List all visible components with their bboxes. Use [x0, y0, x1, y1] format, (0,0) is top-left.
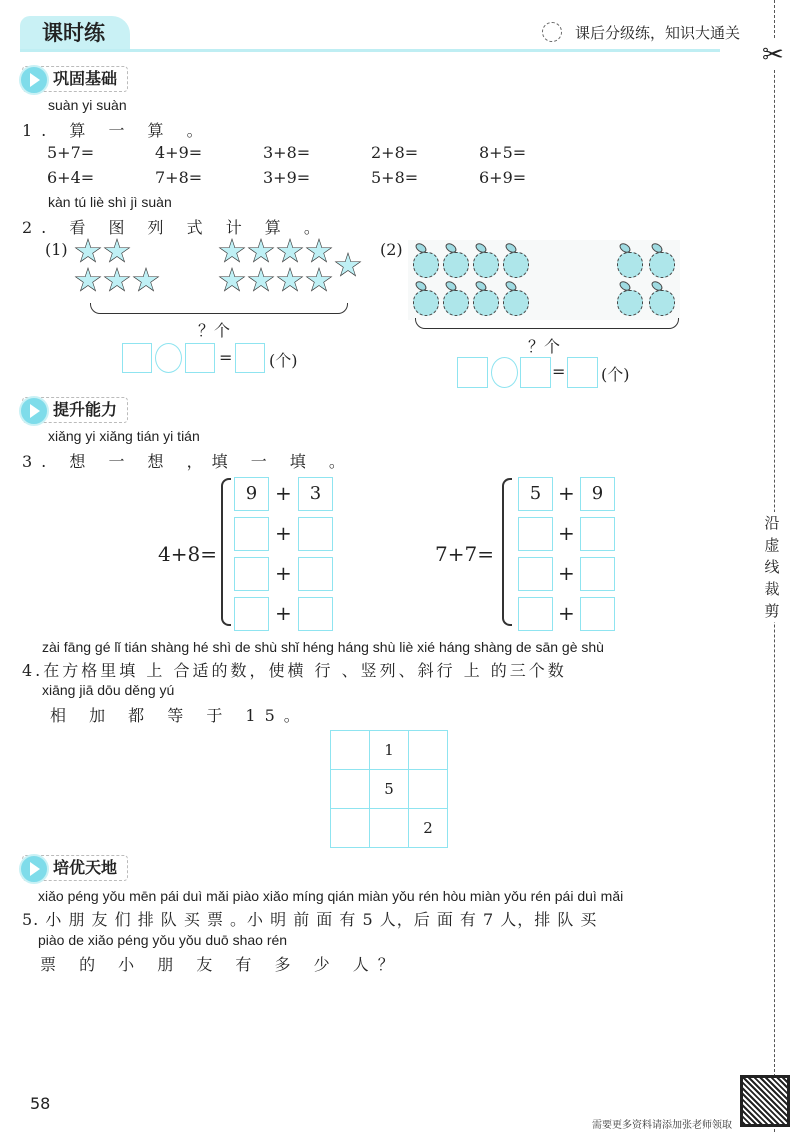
- answer-box[interactable]: [457, 357, 488, 388]
- part-label: (2): [380, 240, 403, 259]
- pinyin: zài fāng gé lǐ tián shàng hé shì de shù shǐ héng háng shù liè xié háng shàng de sān gè shù: [42, 639, 604, 655]
- grid-cell[interactable]: [370, 809, 409, 848]
- star-fill: [278, 269, 302, 292]
- grid-cell[interactable]: [331, 809, 370, 848]
- answer-box[interactable]: [518, 597, 553, 631]
- operator-circle[interactable]: [155, 343, 182, 373]
- grid-row: [331, 770, 448, 809]
- star-fill: [105, 240, 129, 263]
- apple-icon: [443, 290, 469, 316]
- apple-icon: [473, 252, 499, 278]
- apple-icon: [473, 290, 499, 316]
- apple-icon: [503, 290, 529, 316]
- play-icon: [19, 396, 49, 426]
- star-icon: [103, 267, 131, 294]
- grid-row: [331, 731, 448, 770]
- grid-row: [331, 809, 448, 848]
- brace: [221, 478, 231, 626]
- operator-circle[interactable]: [491, 357, 518, 388]
- star-icon: [247, 238, 275, 265]
- answer-box[interactable]: [580, 557, 615, 591]
- star-icon: [276, 238, 304, 265]
- brace: [90, 303, 348, 314]
- star-fill: [336, 254, 360, 277]
- equals-sign: =: [552, 362, 566, 381]
- plus-sign: +: [275, 601, 292, 625]
- arithmetic-problem: 8+5=: [479, 143, 527, 162]
- brace: [415, 318, 679, 329]
- plus-sign: +: [558, 521, 575, 545]
- magic-square: [330, 730, 448, 848]
- grid-cell[interactable]: [409, 731, 448, 770]
- plus-sign: +: [275, 561, 292, 585]
- unit-label: (个): [601, 365, 630, 384]
- star-icon: [74, 238, 102, 265]
- answer-box[interactable]: 9: [580, 477, 615, 511]
- expression: 7+7=: [435, 542, 494, 566]
- star-fill: [105, 269, 129, 292]
- plus-sign: +: [275, 481, 292, 505]
- question-2: 2. 看 图 列 式 计 算 。: [22, 218, 329, 237]
- answer-box[interactable]: [298, 517, 333, 551]
- arithmetic-problem: 3+8=: [263, 143, 311, 162]
- apple-icon: [617, 290, 643, 316]
- apple-icon: [617, 252, 643, 278]
- star-icon: [218, 267, 246, 294]
- footer-note: 需要更多资料请添加张老师领取: [592, 1120, 732, 1131]
- arithmetic-problem: 6+9=: [479, 168, 527, 187]
- brace: [502, 478, 512, 626]
- star-icon: [334, 252, 362, 279]
- grid-cell[interactable]: 2: [409, 809, 448, 848]
- answer-box[interactable]: [298, 597, 333, 631]
- grid-cell[interactable]: [331, 731, 370, 770]
- question-3: 3. 想 一 想 ，填 一 填 。: [22, 452, 354, 471]
- star-icon: [247, 267, 275, 294]
- pinyin: xiǎo péng yǒu mēn pái duì mǎi piào xiǎo míng qián miàn yǒu rén hòu miàn yǒu rén pái duì mǎi: [38, 888, 624, 904]
- answer-box[interactable]: [234, 557, 269, 591]
- star-icon: [218, 238, 246, 265]
- question-4-cont: 相 加 都 等 于 15。: [50, 706, 309, 725]
- arithmetic-problem: 4+9=: [155, 143, 203, 162]
- section-heading: [22, 855, 128, 881]
- star-icon: [74, 267, 102, 294]
- pinyin: kàn tú liè shì jì suàn: [48, 194, 172, 210]
- apple-icon: [649, 252, 675, 278]
- star-icon: [132, 267, 160, 294]
- section-title: 提升能力: [53, 400, 118, 419]
- grid-cell[interactable]: [409, 770, 448, 809]
- lesson-tab: 课时练: [20, 16, 130, 50]
- play-icon: [19, 854, 49, 884]
- answer-box[interactable]: [567, 357, 598, 388]
- arithmetic-problem: 6+4=: [47, 168, 95, 187]
- scissors-icon: ✂: [762, 40, 784, 70]
- plus-sign: +: [558, 601, 575, 625]
- answer-box[interactable]: [185, 343, 215, 373]
- unit-label: (个): [269, 351, 298, 370]
- question-5: 5. 小 朋 友 们 排 队 买 票 。小 明 前 面 有 5 人，后 面 有 7 人，排 队 买: [22, 910, 598, 929]
- answer-box[interactable]: [235, 343, 265, 373]
- star-fill: [76, 269, 100, 292]
- qr-code[interactable]: [740, 1075, 790, 1127]
- apple-icon: [443, 252, 469, 278]
- plus-sign: +: [558, 481, 575, 505]
- answer-box[interactable]: 9: [234, 477, 269, 511]
- star-fill: [249, 269, 273, 292]
- question-mark-label: ？个: [528, 337, 561, 356]
- answer-box[interactable]: 3: [298, 477, 333, 511]
- plus-sign: +: [558, 561, 575, 585]
- arithmetic-problem: 5+8=: [371, 168, 419, 187]
- section-title: 巩固基础: [53, 69, 118, 88]
- arithmetic-problem: 5+7=: [47, 143, 95, 162]
- question-5-cont: 票 的 小 朋 友 有 多 少 人？: [40, 955, 403, 974]
- arithmetic-problem: 2+8=: [371, 143, 419, 162]
- question-4: 4.在方格里填 上 合适的数，使横 行 、竖列、斜行 上 的三个数: [22, 661, 567, 680]
- star-fill: [134, 269, 158, 292]
- answer-box[interactable]: [518, 517, 553, 551]
- arithmetic-problem: 3+9=: [263, 168, 311, 187]
- answer-box[interactable]: [518, 557, 553, 591]
- answer-box[interactable]: [234, 597, 269, 631]
- header-rule: [20, 49, 720, 52]
- expression: 4+8=: [158, 542, 217, 566]
- star-fill: [307, 240, 331, 263]
- slogan: 课后分级练，知识大通关: [575, 24, 741, 42]
- part-label: (1): [45, 240, 68, 259]
- pinyin: suàn yi suàn: [48, 97, 127, 113]
- arithmetic-problem: 7+8=: [155, 168, 203, 187]
- section-heading: [22, 397, 128, 423]
- pinyin: piào de xiǎo péng yǒu yǒu duō shao rén: [38, 932, 288, 948]
- apple-icon: [413, 252, 439, 278]
- alarm-clock-icon: [542, 22, 562, 42]
- answer-box[interactable]: [298, 557, 333, 591]
- pinyin: xiǎng yi xiǎng tián yi tián: [48, 428, 200, 444]
- answer-box[interactable]: [520, 357, 551, 388]
- grid-cell[interactable]: 1: [370, 731, 409, 770]
- star-icon: [305, 238, 333, 265]
- equals-sign: =: [219, 348, 233, 367]
- star-fill: [220, 240, 244, 263]
- play-icon: [19, 65, 49, 95]
- answer-box[interactable]: [234, 517, 269, 551]
- star-icon: [305, 267, 333, 294]
- question-mark-label: ？个: [198, 321, 231, 340]
- star-fill: [307, 269, 331, 292]
- answer-box[interactable]: [122, 343, 152, 373]
- star-fill: [278, 240, 302, 263]
- star-icon: [276, 267, 304, 294]
- answer-box[interactable]: 5: [518, 477, 553, 511]
- apple-icon: [503, 252, 529, 278]
- question-1: 1. 算 一 算 。: [22, 121, 212, 140]
- section-heading: [22, 66, 128, 92]
- answer-box[interactable]: [580, 517, 615, 551]
- section-title: 培优天地: [53, 858, 118, 877]
- pinyin: xiāng jiā dōu děng yú: [42, 682, 175, 698]
- grid-cell[interactable]: [331, 770, 370, 809]
- cut-instruction: 沿虚线裁剪: [760, 512, 784, 622]
- answer-box[interactable]: [580, 597, 615, 631]
- star-fill: [249, 240, 273, 263]
- apple-icon: [413, 290, 439, 316]
- star-fill: [220, 269, 244, 292]
- page-number: 58: [30, 1094, 51, 1113]
- grid-cell[interactable]: 5: [370, 770, 409, 809]
- plus-sign: +: [275, 521, 292, 545]
- star-fill: [76, 240, 100, 263]
- apple-icon: [649, 290, 675, 316]
- star-icon: [103, 238, 131, 265]
